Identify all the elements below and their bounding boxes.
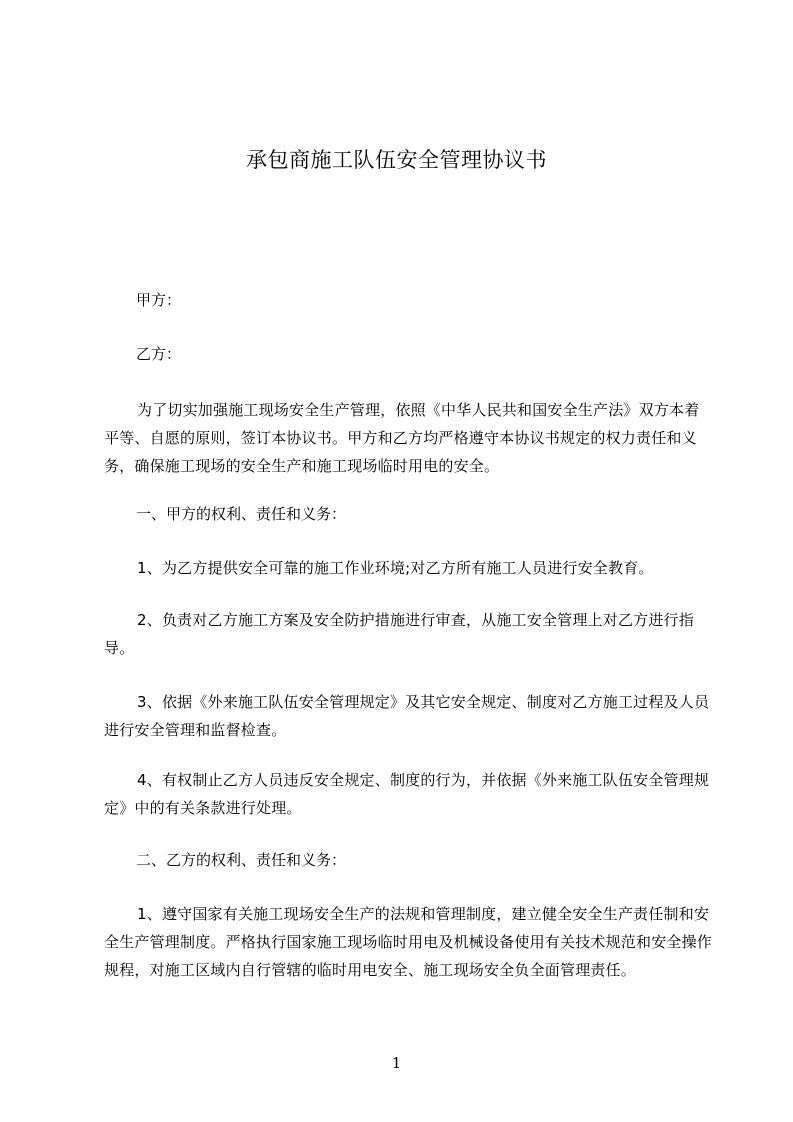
section-1-item-1-text: 1、为乙方提供安全可靠的施工作业环境;对乙方所有施工人员进行安全教育。 [137, 559, 654, 577]
section-1-item-1 [104, 554, 712, 582]
intro-text: 为了切实加强施工现场安全生产管理，依照《中华人民共和国安全生产法》双方本着平等、自愿的原则，签订本协议书。甲方和乙方均严格遵守本协议书规定的权力责任和义务，确保施工现场的安全生产和施工现场临时用电的安全。 [104, 401, 700, 475]
section-1-item-3 [104, 688, 712, 744]
section-1-heading: 一、甲方的权利、责任和义务： [136, 505, 347, 523]
intro-paragraph [104, 396, 712, 480]
section-1-item-2 [104, 606, 712, 662]
section-2-item-1 [104, 900, 712, 984]
section-1-item-4-text: 4、有权制止乙方人员违反安全规定、制度的行为，并依据《外来施工队伍安全管理规定》中的有关条款进行处理。 [104, 771, 710, 817]
page-number: 1 [391, 1054, 402, 1072]
section-1-item-3-text: 3、依据《外来施工队伍安全管理规定》及其它安全规定、制度对乙方施工过程及人员进行安全管理和监督检查。 [104, 693, 710, 739]
section-2-item-1-text: 1、遵守国家有关施工现场安全生产的法规和管理制度，建立健全安全生产责任制和安全生产管理制度。严格执行国家施工现场临时用电及机械设备使用有关技术规范和安全操作规程，对施工区域内自行管辖的临时用电安全、施工现场安全负全面管理责任。 [104, 905, 713, 979]
section-1-item-4 [104, 766, 712, 822]
document-title: 承包商施工队伍安全管理协议书 [246, 148, 547, 172]
section-2-heading: 二、乙方的权利、责任和义务： [136, 851, 347, 869]
party-a-label: 甲方： [136, 291, 182, 309]
party-b-label: 乙方： [136, 345, 182, 363]
section-1-item-2-text: 2、负责对乙方施工方案及安全防护措施进行审查，从施工安全管理上对乙方进行指导。 [104, 611, 694, 657]
